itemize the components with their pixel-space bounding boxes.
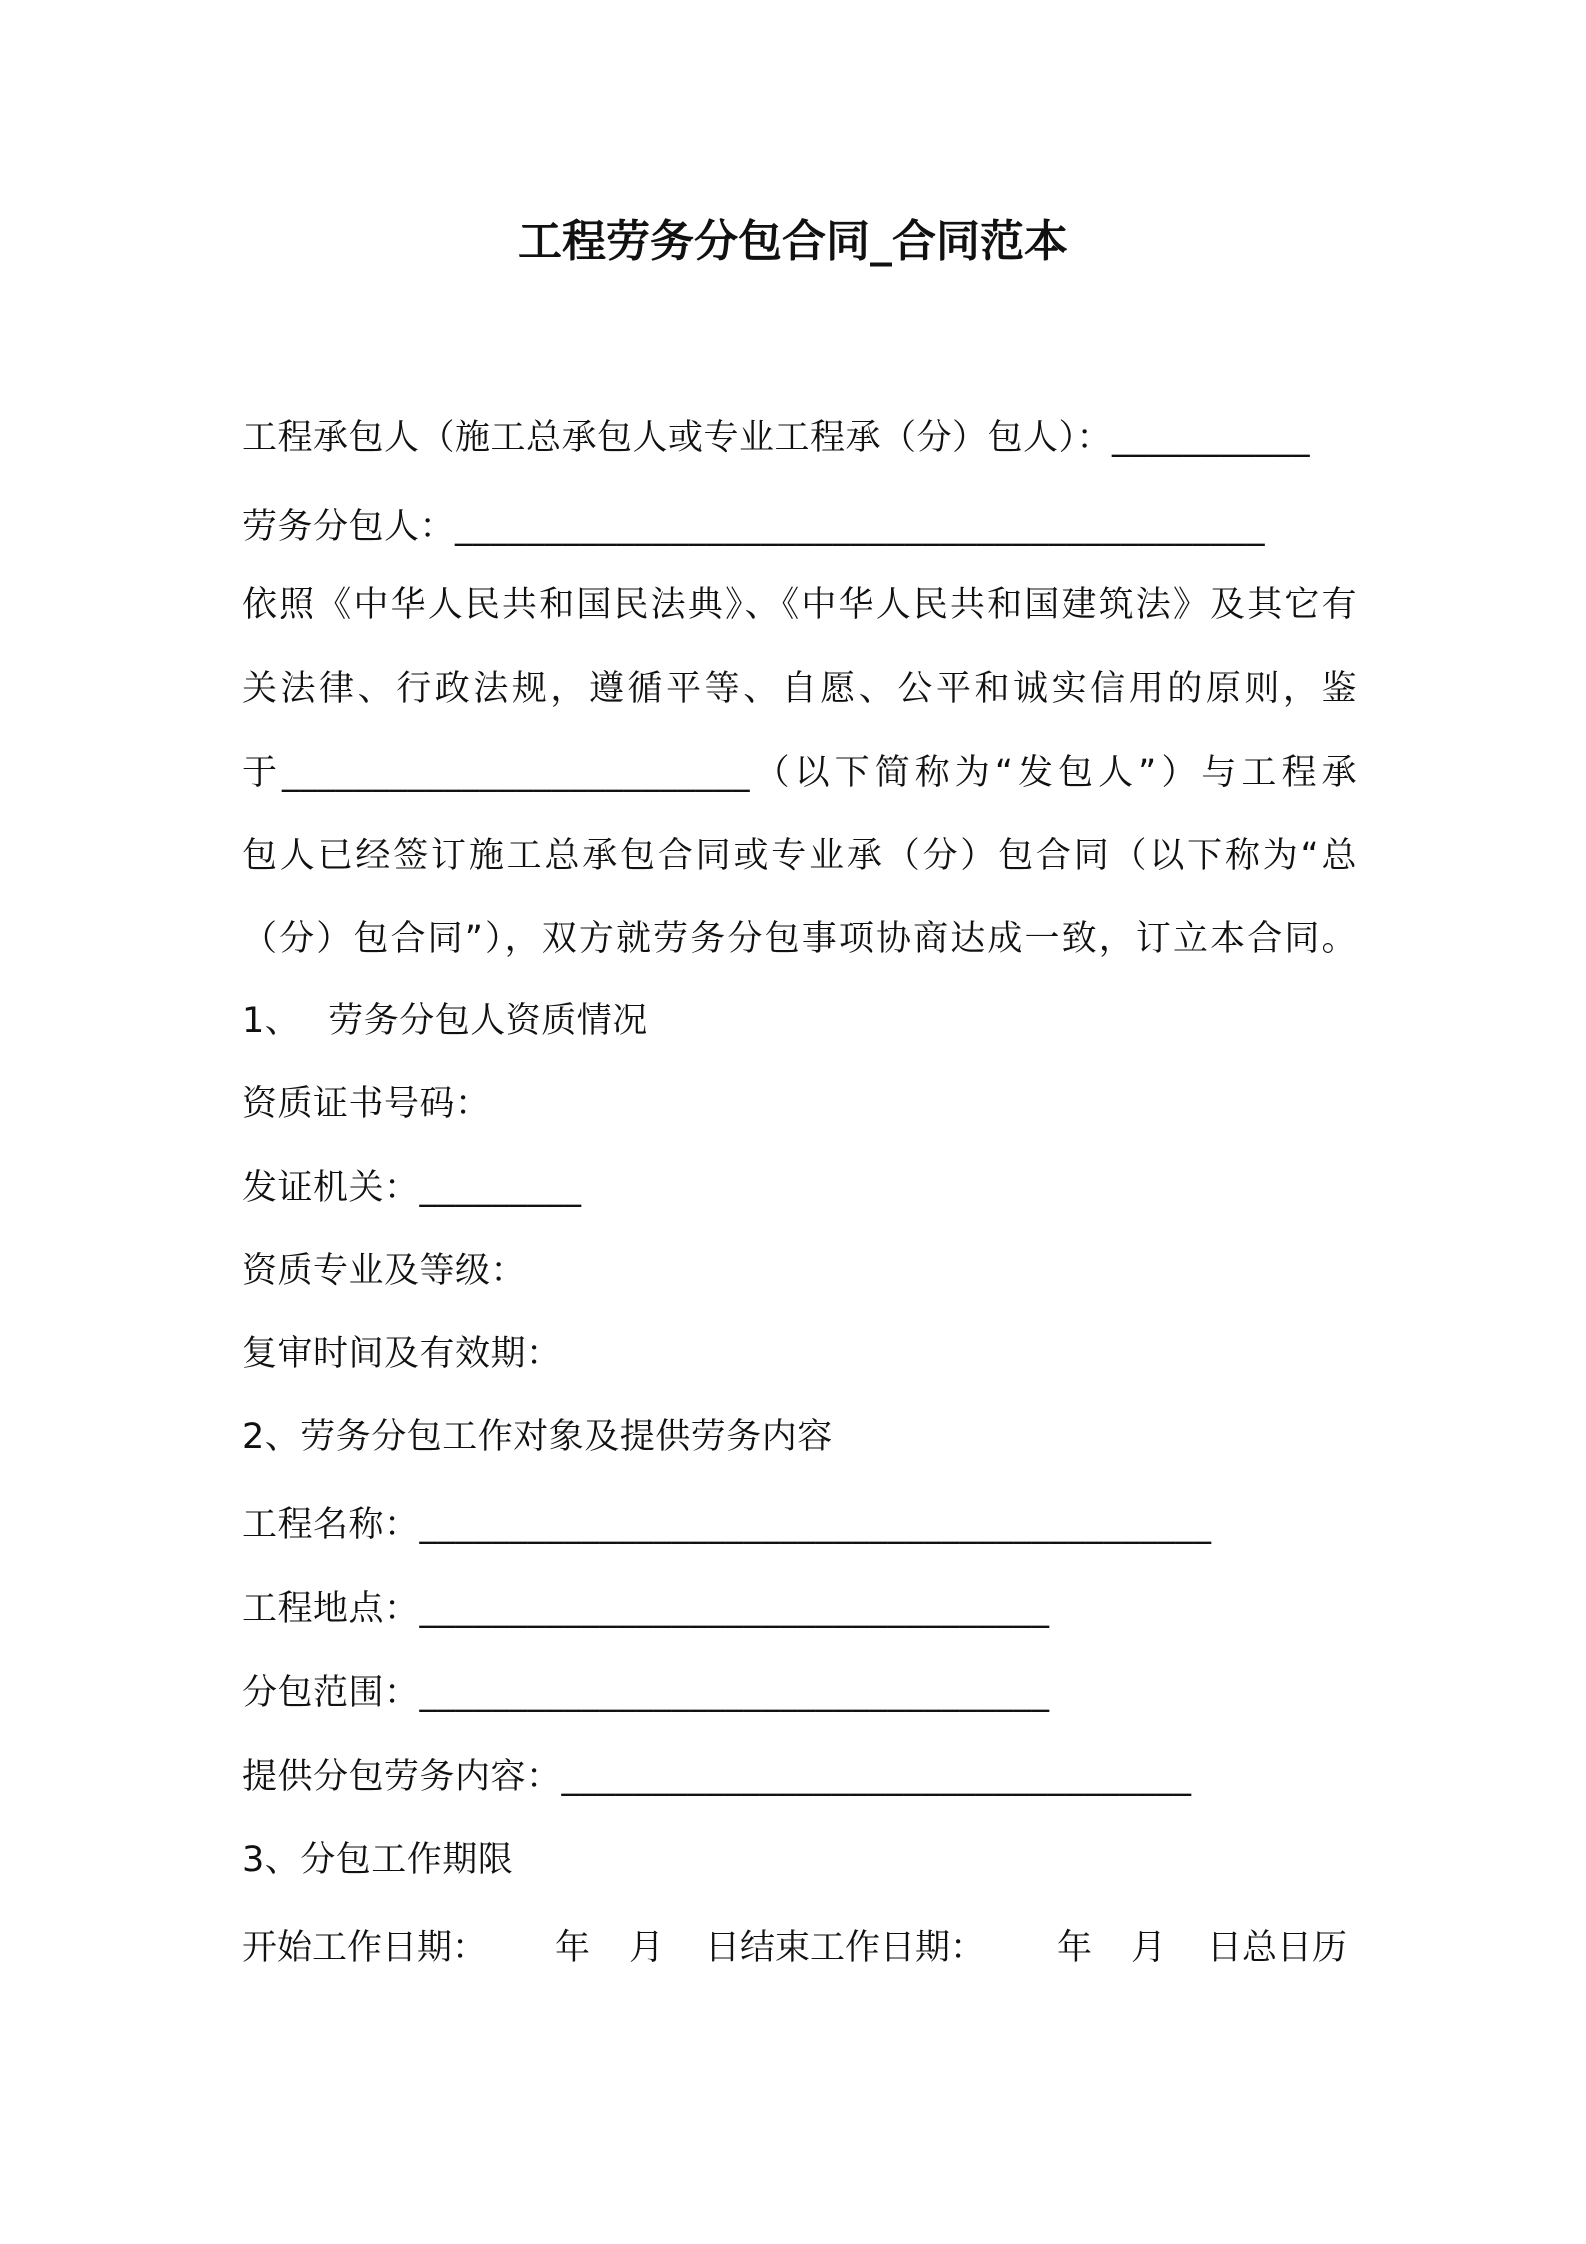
work-period-line	[242, 1923, 1357, 1973]
field-cert-number: 资质证书号码：	[242, 1084, 491, 1124]
field-issuing-authority: 发证机关：_________	[242, 1168, 582, 1208]
year-label: 年	[555, 1928, 591, 1968]
field-project-location: 工程地点：___________________________________	[242, 1589, 1050, 1629]
contractor-line: 工程承包人（施工总承包人或专业工程承（分）包人）：___________	[242, 418, 1311, 458]
start-date-label: 开始工作日期：	[242, 1928, 488, 1968]
section-heading-2: 2、劳务分包工作对象及提供劳务内容	[242, 1417, 833, 1457]
field-labor-content: 提供分包劳务内容：___________________________________	[242, 1757, 1192, 1797]
year-label: 年	[1057, 1928, 1093, 1968]
section-heading-1	[242, 996, 648, 1046]
end-date-label: 日结束工作日期：	[705, 1928, 986, 1968]
section-heading-3: 3、分包工作期限	[242, 1840, 514, 1880]
field-qualification-level: 资质专业及等级：	[242, 1251, 527, 1291]
paragraph-line: 于__________________________（以下简称为“发包人”）与工程承	[242, 753, 1357, 793]
field-subcontract-scope: 分包范围：___________________________________	[242, 1673, 1050, 1713]
paragraph-line: 依照《中华人民共和国民法典》、《中华人民共和国建筑法》及其它有	[242, 585, 1357, 625]
field-review-validity: 复审时间及有效期：	[242, 1334, 562, 1374]
subcontractor-line: 劳务分包人：_____________________________________________	[242, 507, 1266, 547]
paragraph-line: （分）包合同”），双方就劳务分包事项协商达成一致，订立本合同。	[242, 919, 1357, 959]
month-label: 月	[629, 1928, 665, 1968]
paragraph-line: 包人已经签订施工总承包合同或专业承（分）包合同（以下称为“总	[242, 836, 1357, 876]
paragraph-line: 关法律、行政法规，遵循平等、自愿、公平和诚实信用的原则，鉴	[242, 669, 1357, 709]
document-title: 工程劳务分包合同_合同范本	[518, 216, 1068, 267]
month-label: 月	[1131, 1928, 1167, 1968]
section-title: 劳务分包人资质情况	[328, 1001, 648, 1041]
field-project-name: 工程名称：____________________________________________	[242, 1505, 1212, 1545]
total-calendar-label: 日总日历	[1207, 1928, 1348, 1968]
section-number: 1、	[242, 1001, 301, 1041]
